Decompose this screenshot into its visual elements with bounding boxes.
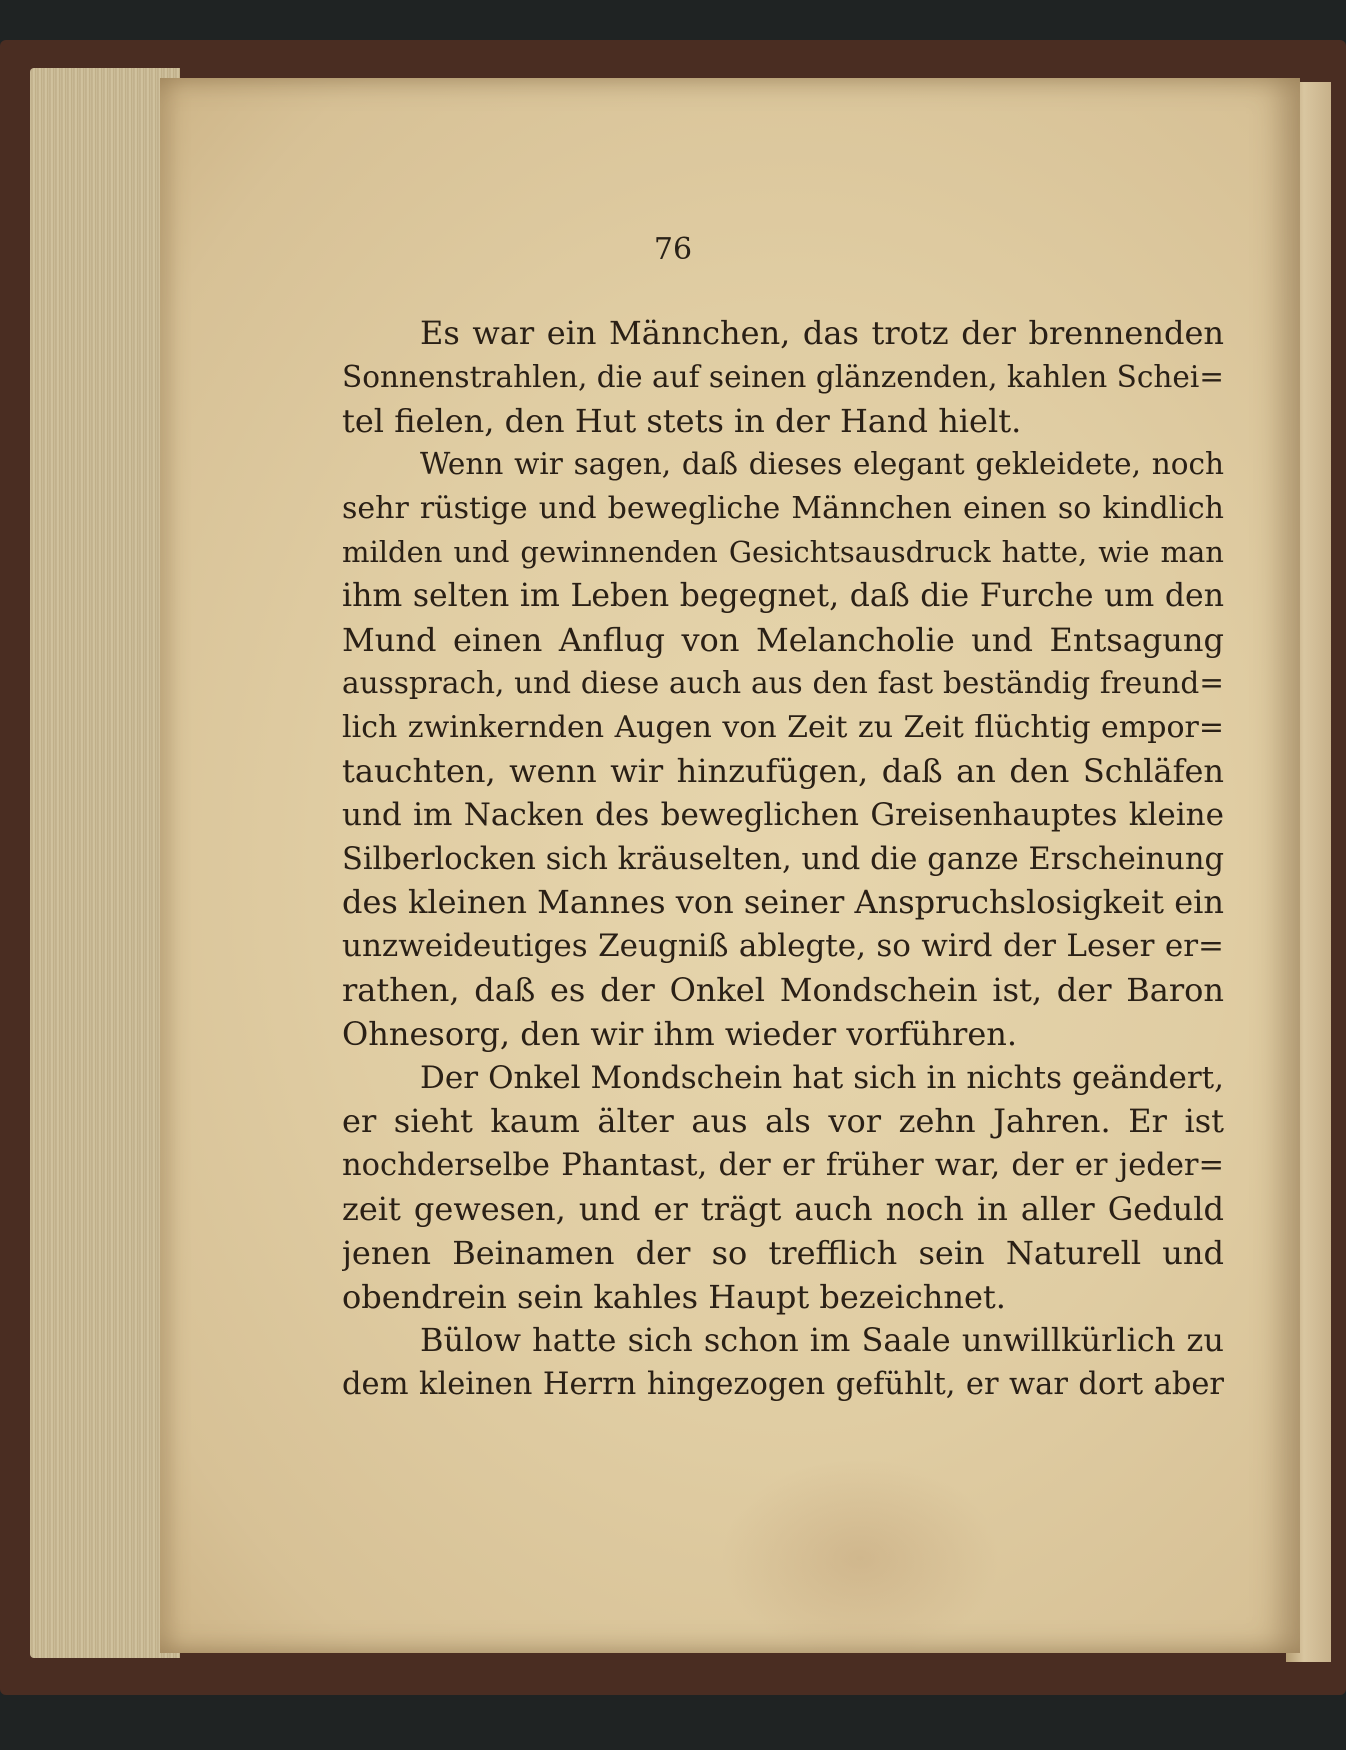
page-number: 76 (653, 232, 693, 267)
text-line: ihm selten im Leben begegnet, daß die Furche um den (342, 577, 1224, 614)
text-line: er sieht kaum älter aus als vor zehn Jahren. Er ist (342, 1102, 1224, 1141)
text-line: nochderselbe Phantast, der er früher war, der er jeder= (342, 1148, 1224, 1184)
text-line: und im Nacken des beweglichen Greisenhauptes kleine (342, 796, 1224, 833)
text-line: Sonnenstrahlen, die auf seinen glänzenden, kahlen Schei= (342, 359, 1224, 394)
text-line: Wenn wir sagen, daß dieses elegant gekleidete, noch (420, 447, 1224, 482)
text-line: Silberlocken sich kräuselten, und die ganze Erscheinung (342, 841, 1224, 877)
text-line: Der Onkel Mondschein hat sich in nichts geändert, (420, 1059, 1224, 1096)
text-line: Mund einen Anflug von Melancholie und Entsagung (342, 620, 1224, 659)
text-line: aussprach, und diese auch aus den fast beständig freund= (342, 666, 1224, 701)
text-line: tel fielen, den Hut stets in der Hand hielt. (342, 401, 1022, 440)
text-line: milden und gewinnenden Gesichtsausdruck hatte, wie man (342, 534, 1224, 569)
text-line: unzweideutiges Zeugniß ablegte, so wird der Leser er= (342, 928, 1224, 965)
text-line: Es war ein Männchen, das trotz der brennenden (420, 314, 1224, 352)
text-line: sehr rüstige und bewegliche Männchen einen so kindlich (342, 491, 1224, 527)
text-line: rathen, daß es der Onkel Mondschein ist, der Baron (342, 970, 1224, 1009)
text-line: dem kleinen Herrn hingezogen gefühlt, er war dort aber (342, 1367, 1224, 1403)
paper-stain (720, 1458, 1000, 1658)
text-line: zeit gewesen, und er trägt auch noch in aller Geduld (342, 1189, 1224, 1228)
text-line: jenen Beinamen der so trefflich sein Naturell und (342, 1233, 1224, 1272)
text-line: Bülow hatte sich schon im Saale unwillkürlich zu (420, 1321, 1224, 1360)
text-line: tauchten, wenn wir hinzufügen, daß an den Schläfen (342, 751, 1224, 790)
text-line: Ohnesorg, den wir ihm wieder vorführen. (342, 1014, 1018, 1053)
text-line: lich zwinkernden Augen von Zeit zu Zeit flüchtig empor= (342, 710, 1224, 746)
text-line: obendrein sein kahles Haupt bezeichnet. (342, 1277, 1006, 1316)
text-line: des kleinen Mannes von seiner Anspruchslosigkeit ein (342, 883, 1224, 922)
page-body-text (342, 312, 1224, 1407)
page-edges (30, 68, 180, 1658)
